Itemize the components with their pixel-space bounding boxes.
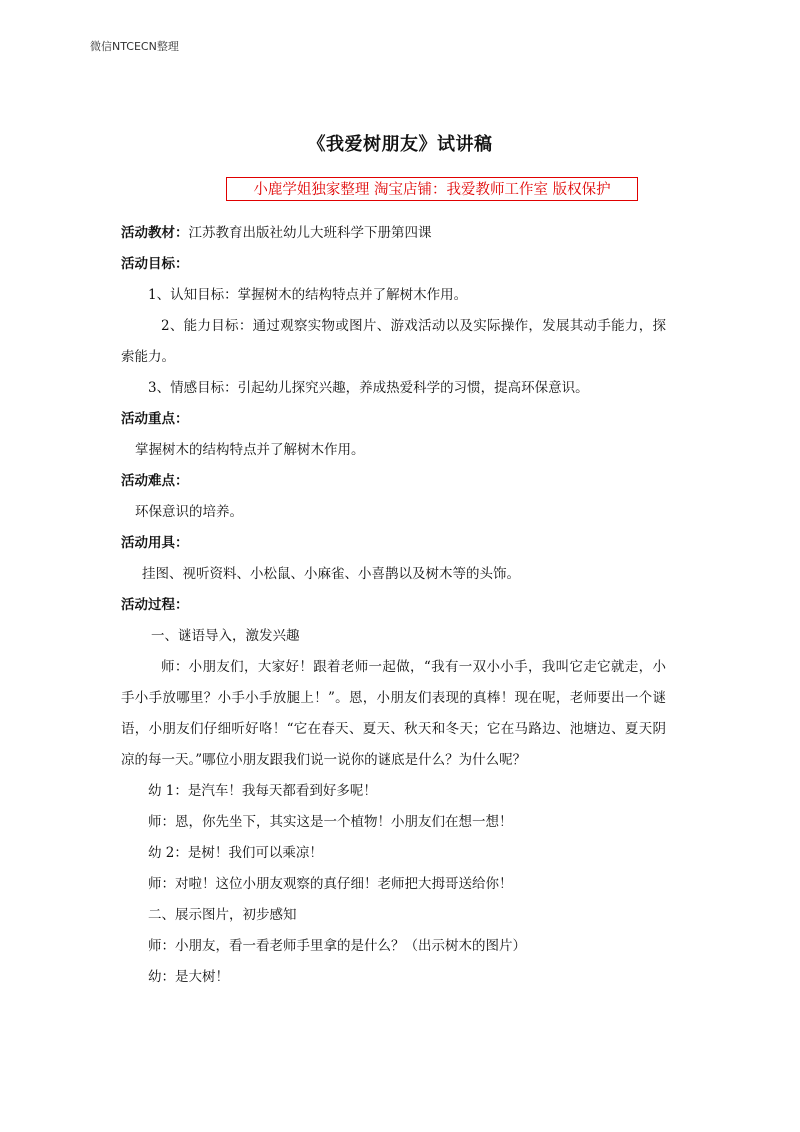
goal-item: 2、能力目标：通过观察实物或图片、游戏活动以及实际操作，发展其动手能力，探索能力。 [121, 318, 666, 365]
header-note: 微信NTCECN整理 [90, 40, 179, 53]
dialogue-line: 幼 1：是汽车！我每天都看到好多呢！ [148, 783, 377, 799]
material-value: 江苏教育出版社幼儿大班科学下册第四课 [188, 225, 432, 241]
process-heading: 活动过程： [121, 597, 189, 613]
key-point-text: 掌握树木的结构特点并了解树木作用。 [135, 442, 365, 458]
section-heading: 一、谜语导入，激发兴趣 [151, 628, 300, 644]
dialogue-line: 幼：是大树！ [148, 969, 229, 985]
section-heading: 二、展示图片，初步感知 [148, 907, 297, 923]
dialogue-line: 师：对啦！这位小朋友观察的真仔细！老师把大拇哥送给你！ [148, 876, 513, 892]
tools-text: 挂图、视听资料、小松鼠、小麻雀、小喜鹊以及树木等的头饰。 [142, 566, 520, 582]
copyright-banner: 小鹿学姐独家整理 淘宝店铺：我爱教师工作室 版权保护 [226, 177, 638, 201]
material-label: 活动教材： [121, 225, 189, 241]
document-body [121, 218, 666, 993]
material-line [121, 218, 666, 249]
difficulty-text: 环保意识的培养。 [135, 504, 243, 520]
goals-heading: 活动目标： [121, 256, 189, 272]
goal-item: 3、情感目标：引起幼儿探究兴趣，养成热爱科学的习惯，提高环保意识。 [148, 380, 589, 396]
dialogue-line: 师：恩，你先坐下，其实这是一个植物！小朋友们在想一想！ [148, 814, 513, 830]
document-title: 《我爱树朋友》试讲稿 [307, 134, 493, 155]
dialogue-line: 幼 2：是树！我们可以乘凉！ [148, 845, 323, 861]
dialogue-line: 师：小朋友，看一看老师手里拿的是什么？（出示树木的图片） [148, 938, 526, 954]
dialogue-paragraph: 师：小朋友们，大家好！跟着老师一起做，“我有一双小小手，我叫它走它就走，小手小手放哪里？小手小手放腿上！”。恩，小朋友们表现的真棒！现在呢，老师要出一个谜语，小朋友们仔细听好咯！“它在春天、夏天、秋天和冬天；它在马路边、池塘边、夏天阴凉的每一天。”哪位小朋友跟我们说一说你的谜底是什么？为什么呢？ [121, 659, 666, 768]
goal-item: 1、认知目标：掌握树木的结构特点并了解树木作用。 [148, 287, 468, 303]
difficulty-heading: 活动难点： [121, 473, 189, 489]
key-point-heading: 活动重点： [121, 411, 189, 427]
tools-heading: 活动用具： [121, 535, 189, 551]
